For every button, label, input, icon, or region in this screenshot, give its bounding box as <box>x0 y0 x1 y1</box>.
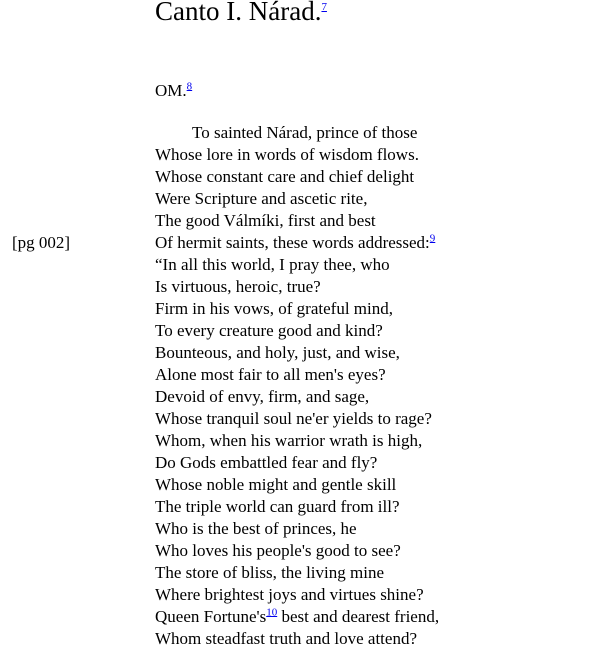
invocation-text: OM. <box>155 81 187 100</box>
verse-line-text: Firm in his vows, of grateful mind, <box>155 299 393 318</box>
verse-line <box>155 386 595 408</box>
verse-line-text: Whom, when his warrior wrath is high, <box>155 431 423 450</box>
verse-line <box>155 122 595 144</box>
verse-line <box>155 496 595 518</box>
poem-stanza <box>155 122 595 650</box>
verse-line-text: The store of bliss, the living mine <box>155 563 384 582</box>
verse-line <box>155 144 595 166</box>
verse-line <box>155 188 595 210</box>
verse-line-text-continued: best and dearest friend, <box>277 607 440 626</box>
verse-line <box>155 584 595 606</box>
invocation <box>155 80 192 102</box>
footnote-link-8[interactable]: 8 <box>186 80 193 93</box>
verse-line-text: Whose constant care and chief delight <box>155 167 415 186</box>
verse-line-text: Devoid of envy, firm, and sage, <box>155 387 370 406</box>
verse-line-text: Do Gods embattled fear and fly? <box>155 453 378 472</box>
verse-line-text: Whose lore in words of wisdom flows. <box>155 145 419 164</box>
verse-line-text: Whose tranquil soul ne'er yields to rage? <box>155 409 432 428</box>
verse-line-text: Queen Fortune's <box>155 607 267 626</box>
verse-line-text: To sainted Nárad, prince of those <box>192 123 418 142</box>
verse-line-text: To every creature good and kind? <box>155 321 383 340</box>
verse-line-text: Of hermit saints, these words addressed: <box>155 233 430 252</box>
verse-line-text: “In all this world, I pray thee, who <box>155 255 390 274</box>
verse-line <box>155 474 595 496</box>
footnote-link-9[interactable]: 9 <box>429 232 436 245</box>
verse-line-text: The good Válmíki, first and best <box>155 211 376 230</box>
verse-line <box>155 364 595 386</box>
verse-line-text: Bounteous, and holy, just, and wise, <box>155 343 400 362</box>
canto-title-text: Canto I. Nárad. <box>155 0 322 26</box>
verse-line-text: Alone most fair to all men's eyes? <box>155 365 386 384</box>
verse-line <box>155 562 595 584</box>
verse-line <box>155 628 595 650</box>
footnote-link-7[interactable]: 7 <box>321 1 327 13</box>
verse-line <box>155 342 595 364</box>
verse-line <box>155 210 595 232</box>
verse-line-text: Where brightest joys and virtues shine? <box>155 585 424 604</box>
verse-line <box>155 320 595 342</box>
verse-line <box>155 276 595 298</box>
verse-line <box>155 254 595 276</box>
verse-line <box>155 408 595 430</box>
verse-line <box>155 232 595 254</box>
verse-line <box>155 606 595 628</box>
verse-line <box>155 540 595 562</box>
canto-title <box>155 0 327 28</box>
verse-line-text: Who loves his people's good to see? <box>155 541 401 560</box>
verse-line <box>155 452 595 474</box>
verse-line-text: Were Scripture and ascetic rite, <box>155 189 368 208</box>
verse-line <box>155 298 595 320</box>
verse-line-text: Whom steadfast truth and love attend? <box>155 629 417 648</box>
verse-line <box>155 166 595 188</box>
footnote-link-10[interactable]: 10 <box>266 606 278 619</box>
verse-line-text: Who is the best of princes, he <box>155 519 357 538</box>
verse-line-text: Whose noble might and gentle skill <box>155 475 397 494</box>
verse-line-text: The triple world can guard from ill? <box>155 497 400 516</box>
verse-line-text: Is virtuous, heroic, true? <box>155 277 321 296</box>
page-number-marker: [pg 002] <box>12 233 71 252</box>
verse-line <box>155 430 595 452</box>
verse-line <box>155 518 595 540</box>
